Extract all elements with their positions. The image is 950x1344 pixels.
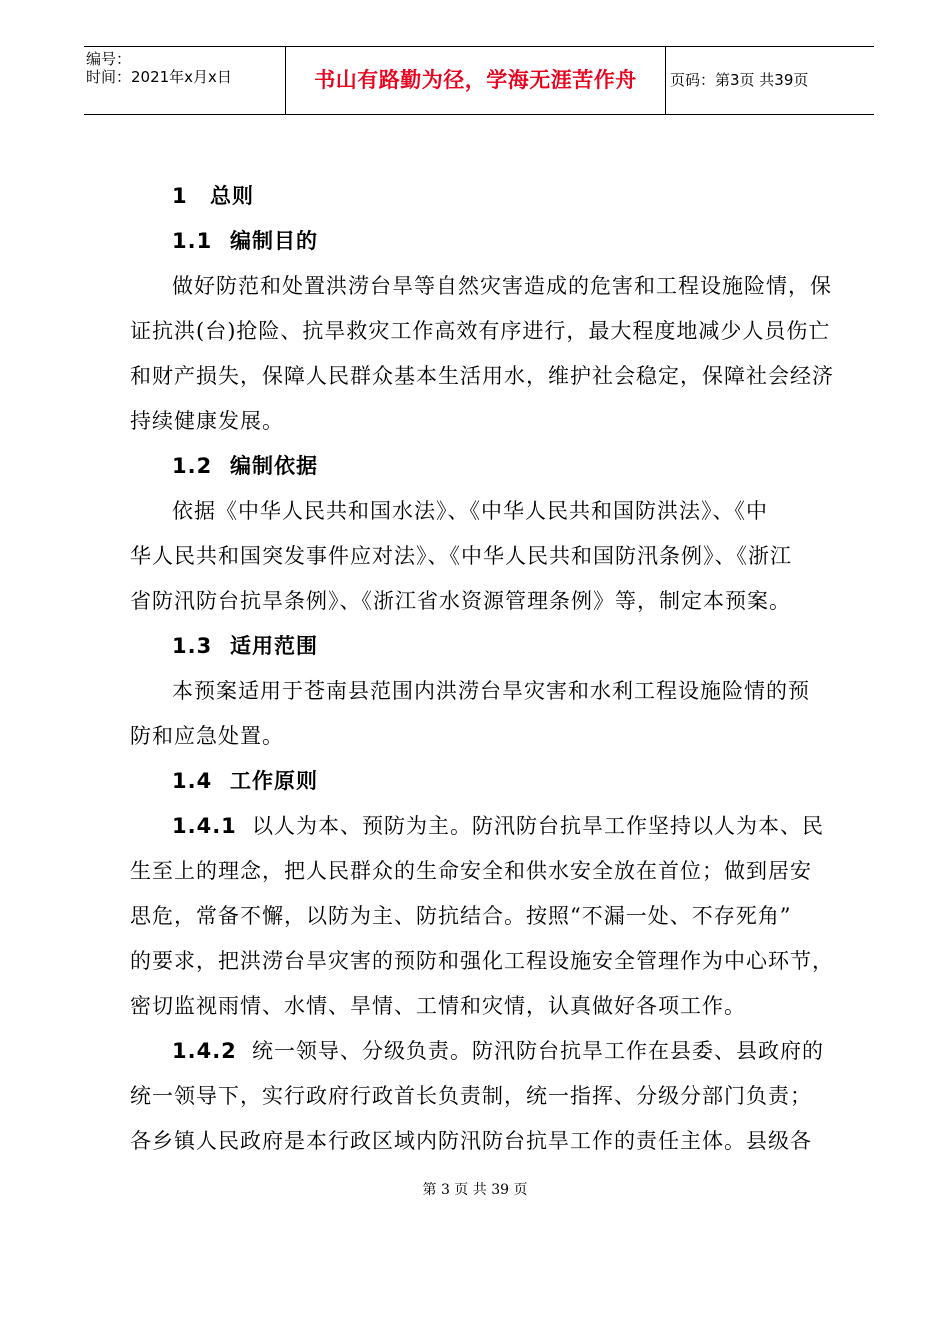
paragraph-line: 和财产损失，保障人民群众基本生活用水，维护社会稳定，保障社会经济 xyxy=(130,364,834,388)
paragraph-line: 生至上的理念，把人民群众的生命安全和供水安全放在首位；做到居安 xyxy=(130,859,812,883)
paragraph-line: 省防汛防台抗旱条例》、《浙江省水资源管理条例》等，制定本预案。 xyxy=(130,589,791,613)
document-number-label: 编号： xyxy=(86,50,132,68)
paragraph-line: 防和应急处置。 xyxy=(130,724,284,748)
subsection-number: 1.3 xyxy=(172,634,213,658)
section-heading xyxy=(130,174,830,219)
header-page-cell xyxy=(666,47,874,114)
page-footer: 第 3 页 共 39 页 xyxy=(422,1182,528,1198)
clause-first-line xyxy=(130,1029,830,1074)
document-body xyxy=(130,174,834,1164)
clause-text: 统一领导、分级负责。防汛防台抗旱工作在县委、县政府的 xyxy=(252,1039,824,1063)
subsection-title: 工作原则 xyxy=(230,769,318,793)
subsection-number: 1.2 xyxy=(172,454,213,478)
paragraph-line: 本预案适用于苍南县范围内洪涝台旱灾害和水利工程设施险情的预 xyxy=(172,679,810,703)
clause-first-line xyxy=(130,804,830,849)
paragraph-line: 统一领导下，实行政府行政首长负责制，统一指挥、分级分部门负责； xyxy=(130,1084,812,1108)
subsection-title: 编制目的 xyxy=(230,229,318,253)
section-number: 1 xyxy=(172,184,188,208)
header-page-number: 页码：第3页 共39页 xyxy=(670,71,809,89)
clause-number: 1.4.2 xyxy=(172,1039,237,1063)
subsection-number: 1.4 xyxy=(172,769,213,793)
paragraph-line: 持续健康发展。 xyxy=(130,409,284,433)
section-title: 总则 xyxy=(210,184,254,208)
paragraph-line: 依据《中华人民共和国水法》、《中华人民共和国防洪法》、《中 xyxy=(172,499,768,523)
paragraph-line: 证抗洪(台)抢险、抗旱救灾工作高效有序进行，最大程度地减少人员伤亡 xyxy=(130,319,831,343)
document-date-label: 时间：2021年x月x日 xyxy=(86,68,232,86)
subsection-heading xyxy=(130,444,830,489)
paragraph-line: 华人民共和国突发事件应对法》、《中华人民共和国防汛条例》、《浙江 xyxy=(130,544,792,568)
paragraph-line: 做好防范和处置洪涝台旱等自然灾害造成的危害和工程设施险情，保 xyxy=(172,274,832,298)
subsection-heading xyxy=(130,219,830,264)
page-header xyxy=(84,46,874,115)
header-motto-cell xyxy=(286,47,666,114)
clause-text: 以人为本、预防为主。防汛防台抗旱工作坚持以人为本、民 xyxy=(252,814,824,838)
subsection-title: 编制依据 xyxy=(230,454,318,478)
header-meta-cell xyxy=(84,47,286,114)
paragraph-line: 密切监视雨情、水情、旱情、工情和灾情，认真做好各项工作。 xyxy=(130,994,746,1018)
header-motto: 书山有路勤为径，学海无涯苦作舟 xyxy=(314,68,637,92)
paragraph-line: 思危，常备不懈，以防为主、防抗结合。按照“不漏一处、不存死角” xyxy=(130,904,792,928)
subsection-heading xyxy=(130,759,830,804)
paragraph-line: 的要求，把洪涝台旱灾害的预防和强化工程设施安全管理作为中心环节， xyxy=(130,949,834,973)
subsection-number: 1.1 xyxy=(172,229,213,253)
subsection-heading xyxy=(130,624,830,669)
clause-number: 1.4.1 xyxy=(172,814,237,838)
paragraph-line: 各乡镇人民政府是本行政区域内防汛防台抗旱工作的责任主体。县级各 xyxy=(130,1129,812,1153)
subsection-title: 适用范围 xyxy=(230,634,318,658)
